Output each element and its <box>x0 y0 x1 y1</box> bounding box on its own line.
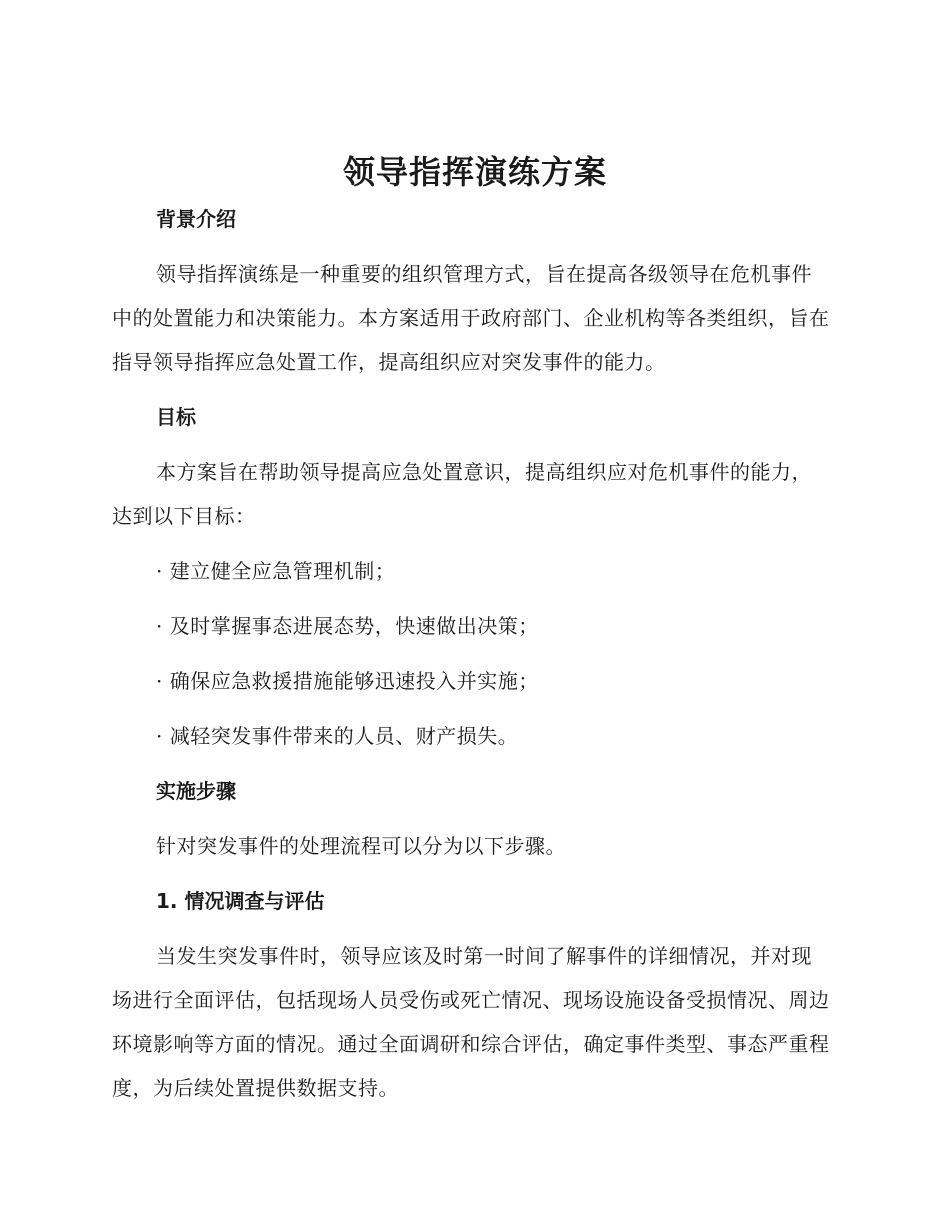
section-heading-steps: 实施步骤 <box>156 779 236 803</box>
section-heading-background: 背景介绍 <box>156 207 236 231</box>
list-item: · 减轻突发事件带来的人员、财产损失。 <box>156 724 519 748</box>
document-title: 领导指挥演练方案 <box>342 153 607 191</box>
background-paragraph: 领导指挥演练是一种重要的组织管理方式，旨在提高各级领导在危机事件中的处置能力和决策能力。本方案适用于政府部门、企业机构等各类组织，旨在指导领导指挥应急处置工作，提高组织应对突发事件的能力。 <box>112 262 830 374</box>
goals-paragraph: 本方案旨在帮助领导提高应急处置意识，提高组织应对危机事件的能力，达到以下目标： <box>112 460 812 528</box>
steps-paragraph: 针对突发事件的处理流程可以分为以下步骤。 <box>156 834 566 858</box>
list-item: · 确保应急救援措施能够迅速投入并实施； <box>156 669 539 693</box>
goals-list <box>112 549 832 758</box>
subsection-heading-step1: 1. 情况调查与评估 <box>156 889 325 913</box>
section-heading-goals: 目标 <box>156 405 196 429</box>
list-item: · 建立健全应急管理机制； <box>156 559 396 583</box>
list-item: · 及时掌握事态进展态势，快速做出决策； <box>156 614 539 638</box>
step1-paragraph: 当发生突发事件时，领导应该及时第一时间了解事件的详细情况，并对现场进行全面评估，包括现场人员受伤或死亡情况、现场设施设备受损情况、周边环境影响等方面的情况。通过全面调研和综合评估，确定事件类型、事态严重程度，为后续处置提供数据支持。 <box>112 944 830 1100</box>
document-body <box>112 197 832 1110</box>
